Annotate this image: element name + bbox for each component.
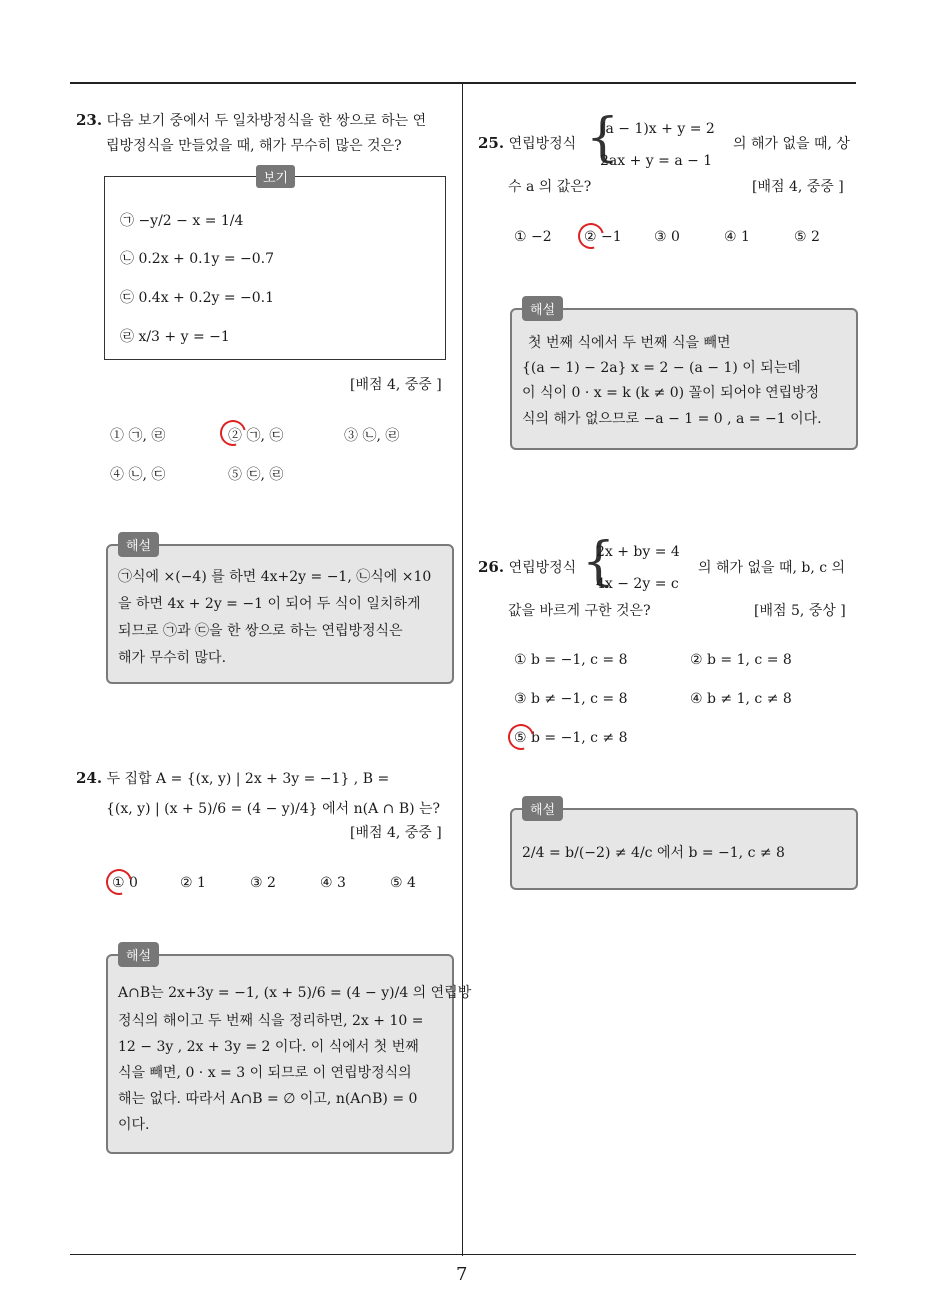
q25-number: 25. <box>478 134 505 152</box>
q23-number: 23. <box>76 111 103 129</box>
q25-option-4[interactable]: ④ 1 <box>724 229 750 245</box>
q26-eq-2: 4x − 2y = c <box>596 576 679 592</box>
q23-option-1[interactable]: ① ㉠, ㉣ <box>110 428 166 444</box>
q25-lead: 연립방정식 <box>508 136 577 152</box>
q25-solution-line-1: 첫 번째 식에서 두 번째 식을 빼면 <box>528 335 731 351</box>
q23-option-2[interactable]: ② ㉠, ㉢ <box>228 428 284 444</box>
q23-example-label: 보기 <box>256 165 295 188</box>
q24-solution-label: 해설 <box>118 942 159 967</box>
q26-option-1[interactable]: ① b = −1, c = 8 <box>514 652 628 668</box>
q23-meta: [배점 4, 중중 ] <box>350 377 442 393</box>
q23-text-1: 다음 보기 중에서 두 일차방정식을 한 쌍으로 하는 연 <box>106 113 427 129</box>
q26-option-2[interactable]: ② b = 1, c = 8 <box>690 652 792 668</box>
q23-solution-line-4: 해가 무수히 많다. <box>118 650 227 666</box>
q24-option-5[interactable]: ⑤ 4 <box>390 875 416 891</box>
q25-solution-line-4: 식의 해가 없으므로 −a − 1 = 0 , a = −1 이다. <box>522 411 822 427</box>
q24-question <box>76 768 389 788</box>
q23-solution-line-1: ㉠식에 ×(−4) 를 하면 4x+2y = −1, ㉡식에 ×10 <box>118 569 432 585</box>
q23-solution-label: 해설 <box>118 532 159 557</box>
q26-option-5[interactable]: ⑤ b = −1, c ≠ 8 <box>514 730 628 746</box>
q24-text-2: {(x, y) | (x + 5)/6 = (4 − y)/4} 에서 n(A ∩ B) 는? <box>106 801 441 817</box>
q26-number: 26. <box>478 558 505 576</box>
q26-solution-label: 해설 <box>522 796 563 821</box>
q23-item-4: ㉣ x/3 + y = −1 <box>120 329 230 345</box>
q24-option-2[interactable]: ② 1 <box>180 875 206 891</box>
q25-question <box>478 133 576 153</box>
q26-meta: [배점 5, 중상 ] <box>754 603 846 619</box>
q25-option-1[interactable]: ① −2 <box>514 229 552 245</box>
q24-solution-line-6: 이다. <box>118 1117 150 1133</box>
q23-item-2: ㉡ 0.2x + 0.1y = −0.7 <box>120 251 275 267</box>
bottom-rule <box>70 1254 856 1255</box>
q23-item-1: ㉠ −y/2 − x = 1/4 <box>120 213 244 229</box>
page-number: 7 <box>456 1264 468 1285</box>
q24-meta: [배점 4, 중중 ] <box>350 825 442 841</box>
q25-option-3[interactable]: ③ 0 <box>654 229 680 245</box>
q24-option-4[interactable]: ④ 3 <box>320 875 346 891</box>
q25-solution-line-2: {(a − 1) − 2a} x = 2 − (a − 1) 이 되는데 <box>522 360 801 376</box>
q25-text-2: 수 a 의 값은? <box>508 179 592 195</box>
q23-solution-line-3: 되므로 ㉠과 ㉢을 한 쌍으로 하는 연립방정식은 <box>118 623 403 639</box>
q26-option-4[interactable]: ④ b ≠ 1, c ≠ 8 <box>690 691 792 707</box>
q23-item-3: ㉢ 0.4x + 0.2y = −0.1 <box>120 290 275 306</box>
q23-question <box>76 110 426 130</box>
q25-answer-mark <box>573 218 609 254</box>
q25-solution-box <box>510 308 858 450</box>
q26-question <box>478 557 576 577</box>
q26-brace: { <box>582 532 616 592</box>
q24-option-3[interactable]: ③ 2 <box>250 875 276 891</box>
q23-option-3[interactable]: ③ ㉡, ㉣ <box>344 428 400 444</box>
q26-option-3[interactable]: ③ b ≠ −1, c = 8 <box>514 691 628 707</box>
q25-solution-line-3: 이 식이 0 · x = k (k ≠ 0) 꼴이 되어야 연립방정 <box>522 385 820 401</box>
q25-tail: 의 해가 없을 때, 상 <box>733 136 850 152</box>
center-divider <box>462 84 463 1256</box>
q25-eq-1: (a − 1)x + y = 2 <box>600 121 715 137</box>
q24-text-1: 두 집합 A = {(x, y) | 2x + 3y = −1} , B = <box>106 771 390 787</box>
q25-option-5[interactable]: ⑤ 2 <box>794 229 820 245</box>
q23-answer-mark <box>215 415 251 451</box>
q23-solution-line-2: 을 하면 4x + 2y = −1 이 되어 두 식이 일치하게 <box>118 596 421 612</box>
q25-meta: [배점 4, 중중 ] <box>752 179 844 195</box>
q24-number: 24. <box>76 769 103 787</box>
q24-solution-line-5: 해는 없다. 따라서 A∩B = ∅ 이고, n(A∩B) = 0 <box>118 1091 418 1107</box>
q24-solution-line-1: A∩B는 2x+3y = −1, (x + 5)/6 = (4 − y)/4 의 연립방 <box>118 985 472 1001</box>
q26-eq-1: 2x + by = 4 <box>596 544 680 560</box>
q26-answer-mark <box>503 719 539 755</box>
q23-option-4[interactable]: ④ ㉡, ㉢ <box>110 467 166 483</box>
q26-lead: 연립방정식 <box>508 560 577 576</box>
q23-text-2: 립방정식을 만들었을 때, 해가 무수히 많은 것은? <box>106 138 402 154</box>
q26-text-2: 값을 바르게 구한 것은? <box>508 603 651 619</box>
q24-solution-line-2: 정식의 해이고 두 번째 식을 정리하면, 2x + 10 = <box>118 1013 424 1029</box>
q24-answer-mark <box>101 864 137 900</box>
q23-option-5[interactable]: ⑤ ㉢, ㉣ <box>228 467 284 483</box>
q25-solution-label: 해설 <box>522 296 563 321</box>
top-rule <box>70 82 856 84</box>
q26-tail: 의 해가 없을 때, b, c 의 <box>698 560 846 576</box>
q24-solution-line-4: 식을 빼면, 0 · x = 3 이 되므로 이 연립방정식의 <box>118 1065 412 1081</box>
q25-brace: { <box>586 108 620 168</box>
q24-solution-line-3: 12 − 3y , 2x + 3y = 2 이다. 이 식에서 첫 번째 <box>118 1039 419 1055</box>
q25-eq-2: 2ax + y = a − 1 <box>600 153 713 169</box>
q24-option-1[interactable]: ① 0 <box>112 875 138 891</box>
q25-option-2[interactable]: ② −1 <box>584 229 622 245</box>
q26-solution-line: 2/4 = b/(−2) ≠ 4/c 에서 b = −1, c ≠ 8 <box>522 845 785 861</box>
